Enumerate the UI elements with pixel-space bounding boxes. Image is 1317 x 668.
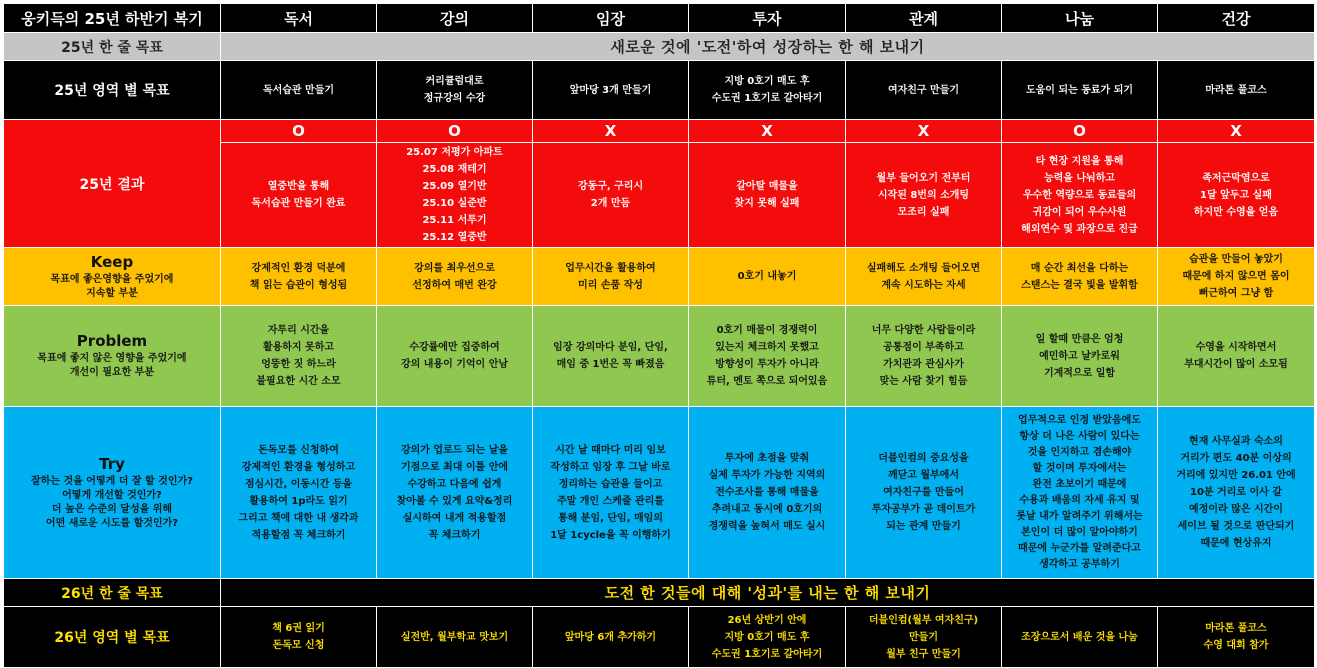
text-line: 강의가 업로드 되는 날을: [400, 444, 509, 456]
text-line: 돈독모 신청: [272, 640, 325, 651]
text-line: 지방 0호기 매도 후: [724, 76, 810, 87]
text-line: 26년 상반기 안에: [727, 614, 807, 626]
text-line: 있는지 체크하지 못했고: [715, 342, 819, 353]
area26-label: 26년 영역 별 목표: [4, 607, 221, 668]
text-line: 0호기 매물이 경쟁력이: [716, 325, 818, 336]
keep-cell: [377, 248, 533, 306]
area25-cell: [533, 61, 689, 120]
text-line: 맞는 사람 찾기 힘듬: [879, 376, 968, 387]
text-line: 어떻게 개선할 것인가?: [62, 489, 162, 501]
goal25-text: 새로운 것에 '도전'하여 성장하는 한 해 보내기: [221, 33, 1315, 61]
text-line: 수도권 1호기로 갈아타기: [711, 648, 823, 660]
problem-cell: [377, 306, 533, 407]
text-line: 마라톤 풀코스: [1205, 623, 1267, 634]
text-line: 책 6권 읽기: [272, 623, 325, 634]
text-line: 일 할때 만큼은 엄청: [1035, 333, 1124, 345]
result25-cell: [1158, 143, 1315, 248]
area25-cell: [377, 61, 533, 120]
problem-cell: [1002, 306, 1158, 407]
text-line: 25.11 서투기: [422, 215, 487, 226]
try-cell: [221, 407, 377, 579]
text-line: 습관을 만들어 놓았기: [1189, 254, 1283, 265]
area26-cell: [533, 607, 689, 668]
text-line: 때문에 누군가를 알려준다고: [1018, 542, 1141, 554]
text-line: 뻐근하여 그냥 함: [1198, 288, 1274, 299]
text-line: 10분 거리로 이사 갈: [1190, 487, 1282, 498]
text-line: 투자공부가 곧 데이트가: [871, 504, 976, 515]
text-line: 여자친구를 만들어: [883, 487, 964, 498]
goal26-row: [4, 579, 1315, 607]
try-cell: [1158, 407, 1315, 579]
text-line: 선정하여 매번 완강: [412, 279, 497, 291]
keep-description: [7, 273, 217, 301]
column-header-reading: 독서: [221, 4, 377, 33]
result-mark: O: [221, 120, 377, 143]
result25-cell: [689, 143, 846, 248]
result-mark: X: [846, 120, 1002, 143]
result25-cell: [846, 143, 1002, 248]
goal25-label: 25년 한 줄 목표: [4, 33, 221, 61]
column-header-lecture: 강의: [377, 4, 533, 33]
column-header-sharing: 나눔: [1002, 4, 1158, 33]
text-line: 강제적인 환경을 형성하고: [241, 461, 356, 473]
area26-cell: [1158, 607, 1315, 668]
sheet-title: 웅키득의 25년 하반기 복기: [4, 4, 221, 33]
area26-cell: [221, 607, 377, 668]
text-line: 활용하지 못하고: [262, 342, 335, 353]
text-line: 강의 내용이 기억이 안남: [400, 359, 509, 370]
result25-mark-row: [4, 120, 1315, 143]
text-line: 매 순간 최선을 다하는: [1030, 262, 1129, 274]
column-header-health: 건강: [1158, 4, 1315, 33]
column-header-relationship: 관계: [846, 4, 1002, 33]
text-line: 너무 다양한 사람들이라: [871, 325, 976, 336]
text-line: 더블인컴의 중요성을: [878, 453, 969, 464]
area26-cell: [689, 607, 846, 668]
try-label: Try: [99, 454, 125, 473]
text-line: 월부 들어오기 전부터: [876, 172, 971, 184]
text-line: 25.07 저평가 아파트: [406, 147, 503, 158]
text-line: 방향성이 투자가 아니라: [715, 359, 819, 370]
try-cell: [1002, 407, 1158, 579]
text-line: 자투리 시간을: [267, 325, 330, 336]
text-line: 독서습관 만들기: [262, 84, 335, 96]
keep-label-cell: [4, 248, 221, 306]
text-line: 여자친구 만들기: [887, 84, 960, 96]
goal26-text: 도전 한 것들에 대해 '성과'를 내는 한 해 보내기: [221, 579, 1315, 607]
text-line: 추려내고 동시에 0호기의: [711, 504, 823, 515]
text-line: 커리큘럼대로: [425, 76, 484, 87]
text-line: 시작된 8번의 소개팅: [877, 189, 970, 201]
text-line: 예정이라 많은 시간이: [1189, 504, 1283, 515]
text-line: 강동구, 구리시: [577, 181, 644, 192]
area26-cell: [846, 607, 1002, 668]
text-line: 족저근막염으로: [1202, 172, 1270, 184]
text-line: 엉뚱한 짓 하느라: [261, 359, 336, 370]
result25-cell: [377, 143, 533, 248]
text-line: 세이브 될 것으로 판단되기: [1177, 521, 1295, 532]
text-line: 시간 날 때마다 미리 임보: [555, 444, 666, 456]
keep-cell: [221, 248, 377, 306]
column-header-investment: 투자: [689, 4, 846, 33]
text-line: 활용하여 1p라도 읽기: [249, 495, 348, 507]
text-line: 모조리 실패: [897, 206, 950, 218]
result-mark: X: [1158, 120, 1315, 143]
text-line: 기계적으로 일함: [1043, 367, 1116, 379]
text-line: 때문에 하지 않으면 몸이: [1182, 271, 1290, 282]
text-line: 정리하는 습관을 들이고: [558, 478, 663, 490]
text-line: 그리고 책에 대한 내 생각과: [238, 512, 359, 524]
goal26-label: 26년 한 줄 목표: [4, 579, 221, 607]
text-line: 업무적으로 인정 받았음에도: [1018, 414, 1141, 426]
header-row: [4, 4, 1315, 33]
problem-cell: [846, 306, 1002, 407]
text-line: 돈독모를 신청하여: [258, 444, 339, 456]
text-line: 잘하는 것을 어떻게 더 잘 할 것인가?: [31, 475, 193, 487]
text-line: 스탠스는 결국 빛을 발휘함: [1021, 279, 1138, 291]
area25-cell: [1158, 61, 1315, 120]
problem-cell: [533, 306, 689, 407]
text-line: 어떤 새로운 시도를 할것인가?: [45, 517, 179, 529]
try-row: [4, 407, 1315, 579]
text-line: 마라톤 풀코스: [1205, 84, 1267, 96]
keep-cell: [846, 248, 1002, 306]
result-mark: O: [1002, 120, 1158, 143]
keep-cell: [689, 248, 846, 306]
text-line: 25.08 재테기: [422, 164, 487, 175]
text-line: 앞마당 6개 추가하기: [564, 631, 657, 643]
text-line: 생각하고 공부하기: [1039, 558, 1120, 570]
text-line: 지방 0호기 매도 후: [724, 631, 810, 643]
text-line: 갈아탈 매물을: [736, 181, 798, 192]
area25-row: [4, 61, 1315, 120]
problem-cell: [689, 306, 846, 407]
text-line: 계속 시도하는 자세: [881, 279, 966, 291]
text-line: 불필요한 시간 소모: [256, 376, 341, 387]
text-line: 수영 대회 참가: [1203, 640, 1269, 651]
text-line: 깨닫고 월부에서: [887, 470, 960, 481]
text-line: 업무시간을 활용하여: [565, 262, 656, 274]
text-line: 책 읽는 습관이 형성됨: [249, 279, 348, 291]
problem-cell: [1158, 306, 1315, 407]
text-line: 2개 만듬: [590, 198, 631, 209]
text-line: 25.12 열중반: [422, 232, 487, 243]
text-line: 투자에 초점을 맞춰: [724, 453, 810, 464]
keep-row: [4, 248, 1315, 306]
text-line: 점심시간, 이동시간 등을: [244, 478, 353, 490]
text-line: 거리에 있지만 26.01 안에: [1176, 470, 1296, 481]
text-line: 독서습관 만들기 완료: [251, 198, 346, 209]
text-line: 더블인컴(월부 여자친구): [868, 614, 979, 626]
text-line: 능력을 나눠하고: [1043, 172, 1116, 184]
text-line: 조장으로서 배운 것을 나눔: [1021, 631, 1138, 643]
text-line: 거리가 편도 40분 이상의: [1180, 453, 1292, 464]
retrospective-table: [3, 3, 1315, 668]
area26-row: [4, 607, 1315, 668]
text-line: 꼭 체크하기: [428, 529, 481, 541]
text-line: 작성하고 임장 후 그날 바로: [550, 461, 671, 473]
text-line: 현재 사무실과 숙소의: [1189, 436, 1283, 447]
text-line: 본인이 더 많이 알아야하기: [1021, 526, 1138, 538]
column-header-site-visit: 임장: [533, 4, 689, 33]
keep-cell: [1002, 248, 1158, 306]
text-line: 롯날 내가 알려주기 위해서는: [1016, 510, 1143, 522]
text-line: 공통점이 부족하고: [883, 342, 964, 353]
text-line: 더 높은 수준의 달성을 위해: [51, 503, 173, 515]
text-line: 실전반, 월부학교 맛보기: [400, 631, 509, 643]
problem-row: [4, 306, 1315, 407]
text-line: 목표에 좋지 않은 영향을 주었기에: [37, 353, 187, 364]
text-line: 1달 1cycle을 꼭 이행하기: [550, 529, 671, 541]
text-line: 수용과 배움의 자세 유지 및: [1019, 494, 1140, 506]
text-line: 미리 손품 작성: [578, 279, 643, 291]
try-cell: [533, 407, 689, 579]
area26-cell: [1002, 607, 1158, 668]
result-mark: X: [533, 120, 689, 143]
text-line: 되는 관계 만들기: [886, 521, 961, 532]
result-mark: O: [377, 120, 533, 143]
text-line: 할 것이며 투자에서는: [1032, 462, 1127, 474]
text-line: 예민하고 날카로워: [1039, 350, 1120, 362]
goal25-row: [4, 33, 1315, 61]
result25-cell: [221, 143, 377, 248]
text-line: 귀감이 되어 우수사원: [1032, 206, 1127, 218]
text-line: 도움이 되는 동료가 되기: [1025, 84, 1134, 96]
text-line: 찾지 못해 실패: [734, 198, 800, 209]
area25-cell: [1002, 61, 1158, 120]
text-line: 앞마당 3개 만들기: [569, 84, 652, 96]
text-line: 강제적인 환경 덕분에: [251, 262, 346, 274]
text-line: 가치관과 관심사가: [883, 359, 964, 370]
retrospective-sheet: [3, 3, 1314, 664]
text-line: 정규강의 수강: [423, 93, 486, 104]
result25-label: 25년 결과: [4, 120, 221, 248]
text-line: 실시하여 내게 적용할점: [402, 512, 507, 524]
keep-label: Keep: [90, 252, 134, 271]
text-line: 때문에 현상유지: [1200, 538, 1272, 549]
text-line: 전수조사를 통해 매물을: [715, 487, 819, 498]
text-line: 강의를 최우선으로: [414, 262, 495, 274]
text-line: 실패해도 소개팅 들어오면: [866, 262, 981, 274]
text-line: 열중반을 통해: [267, 181, 330, 192]
result25-cell: [533, 143, 689, 248]
keep-cell: [533, 248, 689, 306]
area25-label: 25년 영역 별 목표: [4, 61, 221, 120]
text-line: 임장 강의마다 분임, 단임,: [553, 342, 668, 353]
text-line: 찾아볼 수 있게 요약&정리: [396, 495, 513, 507]
area25-cell: [846, 61, 1002, 120]
text-line: 것을 인지하고 겸손해야: [1027, 446, 1132, 458]
text-line: 월부 친구 만들기: [886, 648, 961, 660]
try-description: [7, 475, 217, 531]
problem-description: [7, 352, 217, 380]
text-line: 해외연수 및 과장으로 진급: [1021, 223, 1138, 235]
try-cell: [689, 407, 846, 579]
text-line: 25.09 열기반: [422, 181, 487, 192]
problem-cell: [221, 306, 377, 407]
try-cell: [846, 407, 1002, 579]
keep-cell: [1158, 248, 1315, 306]
try-label-cell: [4, 407, 221, 579]
text-line: 매임 중 1번은 꼭 빠졌음: [556, 359, 665, 370]
text-line: 수강하고 다음에 쉽게: [407, 478, 502, 490]
problem-label: Problem: [76, 332, 148, 350]
text-line: 부대시간이 많이 소모됨: [1184, 359, 1288, 370]
area25-cell: [689, 61, 846, 120]
area25-cell: [221, 61, 377, 120]
text-line: 주말 개인 스케줄 관리를: [556, 495, 665, 507]
text-line: 우수한 역량으로 동료들의: [1022, 189, 1137, 201]
text-line: 실제 투자가 가능한 지역의: [708, 470, 826, 481]
text-line: 수강률에만 집중하여: [409, 342, 500, 353]
text-line: 수도권 1호기로 갈아타기: [711, 93, 823, 104]
text-line: 25.10 실준반: [422, 198, 487, 209]
try-cell: [377, 407, 533, 579]
text-line: 완전 초보이기 때문에: [1032, 478, 1127, 490]
text-line: 만들기: [909, 631, 938, 643]
area26-cell: [377, 607, 533, 668]
result-mark: X: [689, 120, 846, 143]
text-line: 개선이 필요한 부분: [69, 367, 155, 378]
text-line: 항상 더 나은 사람이 있다는: [1019, 430, 1140, 442]
text-line: 통해 분임, 단임, 매임의: [558, 512, 663, 524]
result25-cell: [1002, 143, 1158, 248]
text-line: 수영을 시작하면서: [1195, 342, 1277, 353]
text-line: 1달 앞두고 실패: [1200, 189, 1272, 201]
text-line: 0호기 내놓기: [737, 271, 797, 282]
text-line: 타 현장 지원을 통해: [1035, 155, 1124, 167]
text-line: 하지만 수영을 얻음: [1193, 206, 1279, 218]
problem-label-cell: [4, 306, 221, 407]
text-line: 목표에 좋은영향을 주었기에: [50, 273, 174, 285]
text-line: 적용할점 꼭 체크하기: [251, 529, 346, 541]
text-line: 튜터, 멘토 쪽으로 되어있음: [706, 376, 828, 387]
text-line: 기점으로 최대 이틀 안에: [400, 461, 509, 473]
text-line: 경쟁력을 높혀서 매도 실시: [708, 521, 826, 532]
text-line: 지속할 부분: [86, 287, 138, 299]
